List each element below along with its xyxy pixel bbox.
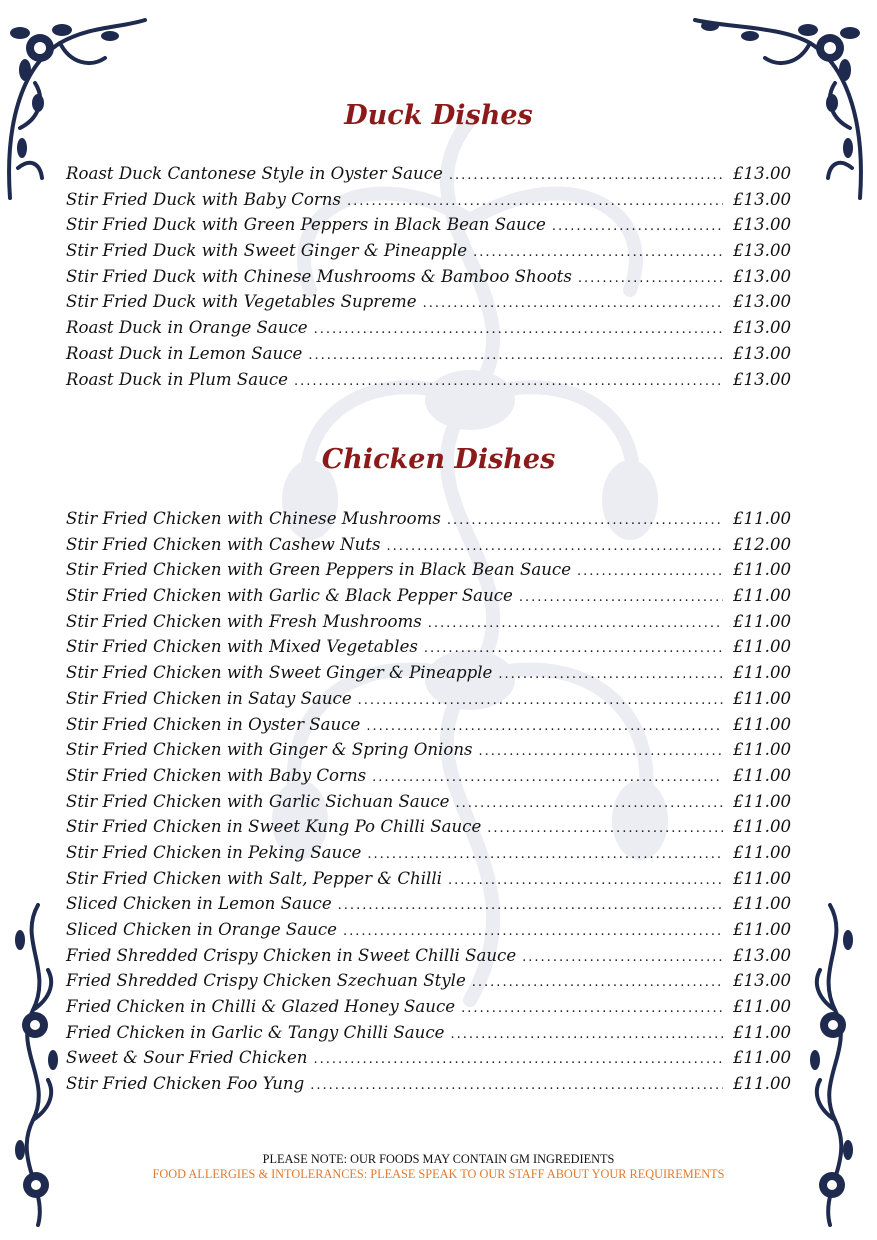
dot-leader [347, 194, 723, 209]
menu-item-name: Stir Fried Chicken with Garlic Sichuan Sauce [66, 791, 450, 811]
menu-item [66, 766, 791, 792]
menu-item-price: £11.00 [733, 663, 792, 683]
menu-item-name: Stir Fried Chicken with Ginger & Spring Onions [66, 740, 473, 760]
menu-item-price: £11.00 [733, 920, 792, 939]
menu-item-price: £13.00 [733, 215, 792, 235]
menu-item-price: £11.00 [733, 1074, 792, 1094]
dot-leader [424, 641, 723, 656]
menu-item-price: £11.00 [733, 765, 792, 785]
menu-item [66, 241, 791, 267]
menu-item-price: £11.00 [733, 509, 792, 528]
menu-item-price: £11.00 [733, 868, 792, 888]
menu-item-price: £13.00 [733, 343, 792, 363]
menu-item [66, 869, 791, 895]
menu-item-name: Stir Fried Chicken with Chinese Mushrooms [66, 509, 441, 528]
menu-item-price: £11.00 [733, 688, 792, 708]
dot-leader [450, 1027, 723, 1042]
dot-leader [472, 975, 723, 990]
dot-leader [479, 744, 723, 759]
menu-item [66, 535, 791, 561]
menu-item-name: Roast Duck Cantonese Style in Oyster Sauce [66, 164, 443, 183]
menu-item-name: Stir Fried Chicken with Fresh Mushrooms [66, 611, 422, 631]
menu-item [66, 164, 791, 190]
dot-leader [456, 796, 723, 811]
menu-item [66, 1048, 791, 1074]
menu-item-name: Stir Fried Chicken with Mixed Vegetables [66, 637, 418, 657]
dot-leader [338, 898, 723, 913]
menu-item [66, 560, 791, 586]
menu-item-name: Roast Duck in Lemon Sauce [66, 343, 303, 363]
menu-item-price: £13.00 [733, 241, 792, 261]
dot-leader [447, 513, 723, 528]
dot-leader [366, 719, 723, 734]
dot-leader [372, 770, 723, 785]
menu-item-price: £11.00 [733, 997, 792, 1017]
menu-item-price: £11.00 [733, 1022, 792, 1042]
menu-item-name: Stir Fried Duck with Green Peppers in Black Bean Sauce [66, 215, 546, 235]
menu-item [66, 190, 791, 216]
menu-item-name: Sliced Chicken in Lemon Sauce [66, 894, 332, 914]
menu-item [66, 817, 791, 843]
menu-item-name: Stir Fried Chicken with Sweet Ginger & Pineapple [66, 663, 493, 683]
menu-item [66, 792, 791, 818]
dot-leader [310, 1078, 723, 1093]
menu-item-price: £11.00 [733, 611, 792, 631]
menu-item-price: £13.00 [733, 189, 792, 209]
duck-section-title: Duck Dishes [344, 100, 533, 131]
menu-item-name: Roast Duck in Plum Sauce [66, 369, 288, 389]
menu-item-price: £11.00 [733, 791, 792, 811]
dot-leader [428, 616, 723, 631]
menu-item-name: Stir Fried Chicken with Baby Corns [66, 765, 367, 785]
dot-leader [343, 924, 723, 939]
chicken-menu-list [66, 509, 791, 1100]
menu-item [66, 612, 791, 638]
menu-item [66, 267, 791, 293]
menu-item [66, 971, 791, 997]
dot-leader [461, 1001, 723, 1016]
dot-leader [423, 296, 723, 311]
dot-leader [367, 847, 723, 862]
menu-item-price: £13.00 [733, 266, 792, 286]
dot-leader [308, 348, 723, 363]
menu-item-price: £11.00 [733, 740, 792, 760]
duck-menu-list [66, 164, 791, 395]
menu-item-name: Stir Fried Chicken in Sweet Kung Po Chilli Sauce [66, 817, 482, 837]
dot-leader [498, 667, 723, 682]
menu-item-name: Stir Fried Chicken in Oyster Sauce [66, 714, 361, 734]
menu-item [66, 370, 791, 396]
dot-leader [386, 539, 723, 554]
menu-item-name: Stir Fried Duck with Baby Corns [66, 189, 341, 209]
menu-item-price: £12.00 [733, 534, 792, 554]
dot-leader [473, 245, 723, 260]
chicken-section-title: Chicken Dishes [321, 444, 556, 475]
menu-item-name: Stir Fried Duck with Vegetables Supreme [66, 292, 417, 312]
menu-item [66, 586, 791, 612]
gm-ingredients-note: PLEASE NOTE: OUR FOODS MAY CONTAIN GM INGREDIENTS [262, 1152, 615, 1166]
dot-leader [552, 219, 723, 234]
dot-leader [294, 374, 723, 389]
menu-item-name: Stir Fried Chicken with Green Peppers in Black Bean Sauce [66, 560, 572, 580]
menu-item-price: £13.00 [733, 369, 792, 389]
menu-item-price: £11.00 [733, 1048, 792, 1068]
dot-leader [577, 564, 723, 579]
dot-leader [522, 950, 723, 965]
menu-item-price: £13.00 [733, 318, 792, 338]
menu-item-price: £11.00 [733, 714, 792, 734]
menu-item-name: Stir Fried Duck with Sweet Ginger & Pineapple [66, 241, 468, 261]
menu-item [66, 1074, 791, 1100]
menu-item-name: Sliced Chicken in Orange Sauce [66, 920, 337, 939]
menu-item [66, 843, 791, 869]
menu-item-name: Fried Shredded Crispy Chicken in Sweet Chilli Sauce [66, 945, 517, 965]
menu-item-price: £11.00 [733, 586, 792, 606]
menu-item-name: Stir Fried Chicken with Garlic & Black Pepper Sauce [66, 586, 513, 606]
dot-leader [358, 693, 723, 708]
menu-item-name: Roast Duck in Orange Sauce [66, 318, 308, 338]
menu-item [66, 509, 791, 535]
dot-leader [487, 821, 723, 836]
menu-item-price: £11.00 [733, 637, 792, 657]
menu-item [66, 344, 791, 370]
menu-item-name: Fried Chicken in Garlic & Tangy Chilli Sauce [66, 1022, 445, 1042]
dot-leader [448, 873, 723, 888]
menu-item [66, 318, 791, 344]
menu-item-price: £11.00 [733, 817, 792, 837]
menu-item [66, 637, 791, 663]
menu-item-price: £11.00 [733, 842, 792, 862]
menu-item-price: £11.00 [733, 560, 792, 580]
dot-leader [578, 271, 723, 286]
menu-item [66, 689, 791, 715]
menu-item-name: Fried Chicken in Chilli & Glazed Honey Sauce [66, 997, 456, 1017]
menu-item-name: Fried Shredded Crispy Chicken Szechuan Style [66, 971, 466, 991]
menu-item [66, 997, 791, 1023]
menu-item-price: £13.00 [733, 292, 792, 312]
dot-leader [449, 168, 723, 183]
menu-item-price: £13.00 [733, 164, 792, 183]
menu-item-price: £13.00 [733, 945, 792, 965]
dot-leader [314, 322, 723, 337]
menu-item [66, 1023, 791, 1049]
menu-item [66, 663, 791, 689]
menu-item [66, 740, 791, 766]
menu-item [66, 946, 791, 972]
menu-item [66, 715, 791, 741]
menu-item-name: Stir Fried Chicken Foo Yung [66, 1074, 305, 1094]
menu-item-name: Stir Fried Duck with Chinese Mushrooms & Bamboo Shoots [66, 266, 572, 286]
menu-item [66, 894, 791, 920]
menu-item-price: £13.00 [733, 971, 792, 991]
dot-leader [519, 590, 723, 605]
menu-item-name: Stir Fried Chicken in Satay Sauce [66, 688, 352, 708]
menu-item [66, 292, 791, 318]
menu-item-price: £11.00 [733, 894, 792, 914]
menu-item-name: Stir Fried Chicken with Salt, Pepper & Chilli [66, 868, 442, 888]
menu-item-name: Stir Fried Chicken with Cashew Nuts [66, 534, 381, 554]
menu-item-name: Sweet & Sour Fried Chicken [66, 1048, 308, 1068]
allergy-note: FOOD ALLERGIES & INTOLERANCES: PLEASE SPEAK TO OUR STAFF ABOUT YOUR REQUIREMENTS [152, 1167, 725, 1181]
menu-item-name: Stir Fried Chicken in Peking Sauce [66, 842, 362, 862]
dot-leader [313, 1052, 723, 1067]
menu-item [66, 920, 791, 946]
menu-item [66, 215, 791, 241]
